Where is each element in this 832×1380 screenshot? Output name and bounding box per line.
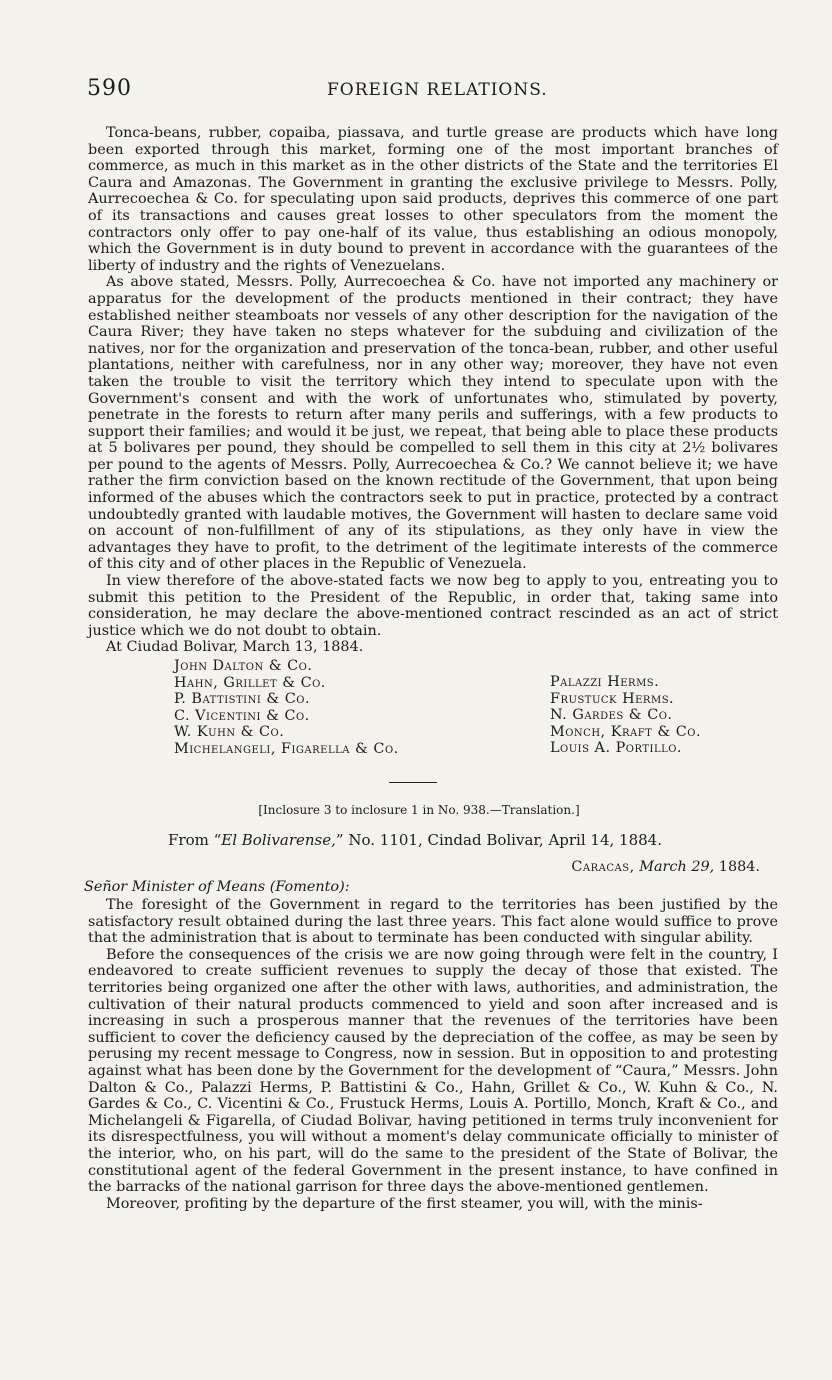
page-number: 590 (87, 76, 132, 101)
signatory: Hahn, Grillet & Co. (174, 674, 326, 691)
dateline-city: Caracas, (571, 859, 635, 875)
letter2-salutation: Señor Minister of Means (Fomento): (84, 879, 350, 895)
dateline-year: 1884. (718, 859, 760, 875)
signatory: Palazzi Herms. (550, 674, 660, 690)
signatory: P. Battistini & Co. (174, 691, 311, 708)
letter2-paragraph-3: Moreover, profiting by the departure of the first steamer, you will, with the minis- (106, 1195, 703, 1212)
page-body (84, 125, 778, 1212)
inclosure-caption: [Inclosure 3 to inclosure 1 in No. 938.—Translation.] (258, 803, 580, 817)
source-suffix: ” No. 1101, Cindad Bolivar, April 14, 1884. (335, 831, 662, 849)
signatory: Michelangeli, Figarella & Co. (174, 740, 399, 757)
signatures-right-column (550, 674, 701, 757)
source-line (70, 831, 760, 849)
letter2-paragraph-2: Before the consequences of the crisis we are now going through were felt in the country, I endeavored to create sufficient revenues to supply the decay of those that existed. The territories being organized one after the other with laws, authorities, and administration, the cultivation of their natural products commenced to yield and soon after increased and is increasing in such a prosperous manner that the revenues of the territories have been sufficient to cover the deficiency caused by the depreciation of the coffee, as may be seen by perusing my recent message to Congress, now in session. But in opposition to and protesting against what has been done by the Government for the development of “Caura,” Messrs. John Dalton & Co., Palazzi Herms, P. Battistini & Co., Hahn, Grillet & Co., W. Kuhn & Co., N. Gardes & Co., C. Vicentini & Co., Frustuck Herms, Louis A. Portillo, Monch, Kraft & Co., and Michelangeli & Figarella, of Ciudad Bolivar, having petitioned in terms truly inconvenient for its disrespectfulness, you will without a moment's delay communicate officially to minister of the interior, who, on his part, will do the same to the president of the State of Bolivar, the constitutional agent of the federal Government in the present instance, to have confined in the barracks of the national garrison for three days the above-mentioned gentlemen. (88, 946, 778, 1196)
letter2-dateline (88, 859, 760, 875)
signatory: W. Kuhn & Co. (174, 724, 285, 741)
letter2-paragraph-1: The foresight of the Government in regard to the territories has been justified by the satisfactory result obtained during the last three years. This fact alone would suffice to prove that the administration that is about to terminate has been conducted with singular ability. (88, 897, 778, 947)
source-prefix: From “ (167, 831, 222, 849)
signatory: John Dalton & Co. (174, 658, 313, 674)
letter1-place-date: At Ciudad Bolivar, March 13, 1884. (106, 639, 364, 656)
signatory: Louis A. Portillo. (550, 740, 683, 757)
letter1-paragraph-1: Tonca-beans, rubber, copaiba, piassava, and turtle grease are products which have long been exported through this market, forming one of the most important branches of commerce, as much in this market as in the other districts of the State and the territories El Caura and Amazonas. The Government in granting the exclusive privilege to Messrs. Polly, Aurrecoechea & Co. for speculating upon said products, deprives this commerce of one part of its transactions and causes great losses to other speculators from the moment the contractors only offer to pay one-half of its value, thus establishing an odious monopoly, which the Government is in duty bound to prevent in accordance with the guarantees of the liberty of industry and the rights of Venezuelans. (88, 125, 778, 274)
page-header (87, 76, 767, 106)
letter1-paragraph-3: In view therefore of the above-stated facts we now beg to apply to you, entreating you to submit this petition to the President of the Republic, in order that, taking same into consideration, he may declare the above-mentioned contract rescinded as an act of strict justice which we do not doubt to obtain. (88, 573, 778, 639)
newspaper-title: El Bolivarense, (221, 831, 336, 849)
signatory: N. Gardes & Co. (550, 707, 673, 724)
running-title: FOREIGN RELATIONS. (327, 80, 548, 100)
signatory: C. Vicentini & Co. (174, 707, 310, 724)
dateline-month-day: March 29, (639, 859, 715, 875)
signatory: Frustuck Herms. (550, 690, 675, 707)
signatures-block (88, 658, 778, 758)
section-divider (389, 782, 437, 783)
signatory: Monch, Kraft & Co. (550, 723, 702, 740)
letter1-paragraph-2: As above stated, Messrs. Polly, Aurrecoechea & Co. have not imported any machinery or apparatus for the development of the products mentioned in their contract; they have established neither steamboats nor vessels of any other description for the navigation of the Caura River; they have taken no steps whatever for the subduing and civilization of the natives, nor for the organization and preservation of the tonca-bean, rubber, and other useful plantations, neither with carefulness, nor in any other way; moreover, they have not even taken the trouble to visit the territory which they intend to speculate upon with the Government's consent and with the work of unfortunates who, stimulated by poverty, penetrate in the forests to return after many perils and sufferings, with a few products to support their families; and would it be just, we repeat, that being able to place these products at 5 bolivares per pound, they should be compelled to sell them in this city at 2½ bolivares per pound to the agents of Messrs. Polly, Aurrecoechea & Co.? We cannot believe it; we have rather the firm conviction based on the known rectitude of the Government, that upon being informed of the abuses which the contractors seek to put in practice, protected by a contract undoubtedly granted with laudable motives, the Government will hasten to declare same void on account of non-fulfillment of any of its stipulations, as they only have in view the advantages they have to profit, to the detriment of the legitimate interests of the commerce of this city and of other places in the Republic of Venezuela. (88, 274, 778, 573)
signatures-left-column (174, 658, 399, 758)
